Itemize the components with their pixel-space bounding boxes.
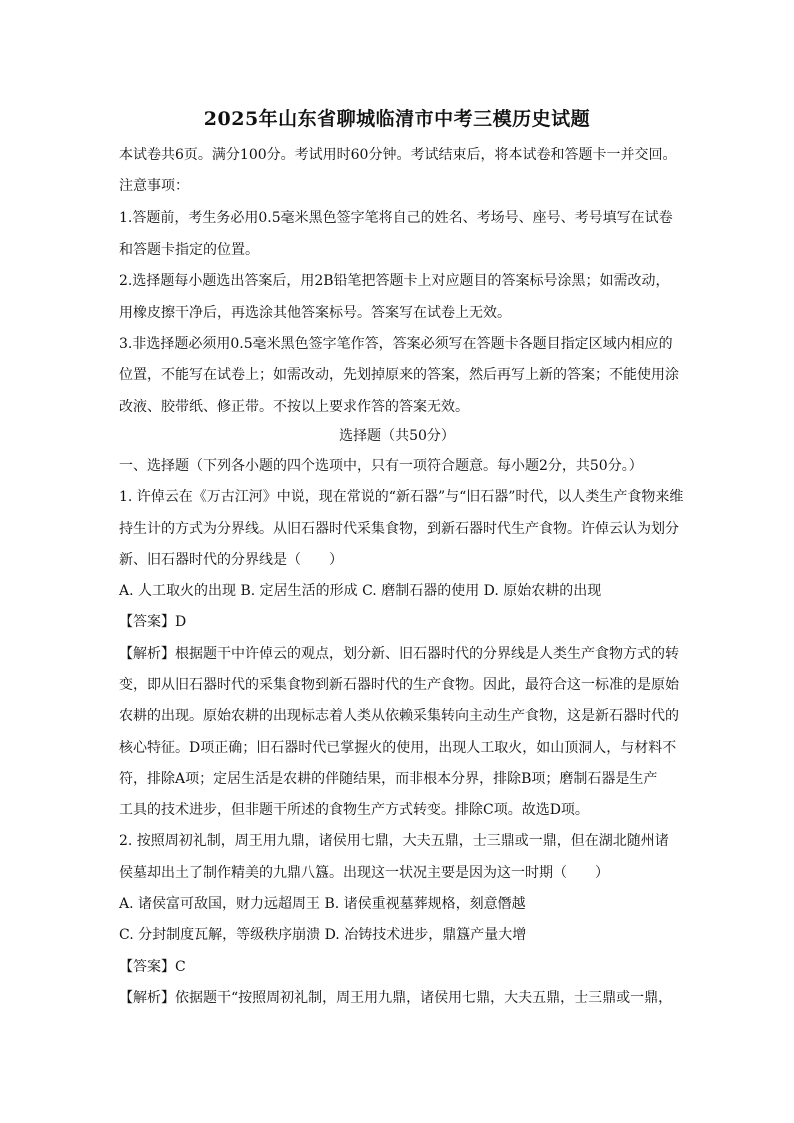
- question-1-answer: 【答案】D: [119, 614, 187, 630]
- notice-line: 和答题卡指定的位置。: [119, 242, 259, 258]
- page-title: 2025年山东省聊城临清市中考三模历史试题: [203, 108, 591, 130]
- question-1-options: A. 人工取火的出现 B. 定居生活的形成 C. 磨制石器的使用 D. 原始农耕的出现: [119, 583, 602, 599]
- question-2-answer: 【答案】C: [119, 959, 186, 975]
- notice-line: 用橡皮擦干净后，再选涂其他答案标号。答案写在试卷上无效。: [119, 305, 511, 321]
- question-1-stem: 1. 许倬云在《万古江河》中说，现在常说的“新石器”与“旧石器”时代，以人类生产食物来维: [119, 489, 684, 505]
- section-instructions: 一、选择题（下列各小题的四个选项中，只有一项符合题意。每小题2分，共50分。）: [119, 458, 643, 474]
- question-1-analysis: 核心特征。D项正确；旧石器时代已掌握火的使用，出现人工取火，如山顶洞人，与材料不: [119, 740, 677, 756]
- question-2-stem: 2. 按照周初礼制，周王用九鼎，诸侯用七鼎，大夫五鼎，士三鼎或一鼎，但在湖北随州诸: [119, 833, 669, 849]
- question-1-stem: 持生计的方式为分界线。从旧石器时代采集食物，到新石器时代生产食物。许倬云认为划分: [119, 521, 679, 537]
- notice-line: 位置，不能写在试卷上；如需改动，先划掉原来的答案，然后再写上新的答案；不能使用涂: [119, 367, 679, 383]
- question-1-analysis: 变，即从旧石器时代的采集食物到新石器时代的生产食物。因此，最符合这一标准的是原始: [119, 677, 679, 693]
- section-title: 选择题（共50分）: [339, 428, 455, 444]
- question-1-analysis: 符，排除A项；定居生活是农耕的伴随结果，而非根本分界，排除B项；磨制石器是生产: [119, 771, 658, 787]
- question-2-stem: 侯墓却出土了制作精美的九鼎八簋。出现这一状况主要是因为这一时期（ ）: [119, 865, 609, 881]
- notice-line: 2.选择题每小题选出答案后，用2B铅笔把答题卡上对应题目的答案标号涂黑；如需改动，: [119, 273, 670, 289]
- question-1-analysis: 工具的技术进步，但非题干所述的食物生产方式转变。排除C项。故选D项。: [119, 802, 589, 818]
- question-2-analysis: 【解析】依据题干“按照周初礼制，周王用九鼎，诸侯用七鼎，大夫五鼎，士三鼎或一鼎，: [119, 990, 673, 1006]
- exam-intro: 本试卷共6页。满分100分。考试用时60分钟。考试结束后，将本试卷和答题卡一并交回。: [119, 147, 677, 163]
- question-2-options: A. 诸侯富可敌国，财力远超周王 B. 诸侯重视墓葬规格，刻意僭越: [119, 896, 526, 912]
- notice-line: 3.非选择题必须用0.5毫米黑色签字笔作答，答案必须写在答题卡各题目指定区域内相应的: [119, 336, 673, 352]
- question-1-analysis: 【解析】根据题干中许倬云的观点，划分新、旧石器时代的分界线是人类生产食物方式的转: [119, 646, 679, 662]
- notice-line: 1.答题前，考生务必用0.5毫米黑色签字笔将自己的姓名、考场号、座号、考号填写在试卷: [119, 210, 673, 226]
- question-2-options: C. 分封制度瓦解，等级秩序崩溃 D. 冶铸技术进步，鼎簋产量大增: [119, 927, 527, 943]
- question-1-analysis: 农耕的出现。原始农耕的出现标志着人类从依赖采集转向主动生产食物，这是新石器时代的: [119, 708, 679, 724]
- question-1-stem: 新、旧石器时代的分界线是（ ）: [119, 552, 343, 568]
- notice-line: 改液、胶带纸、修正带。不按以上要求作答的答案无效。: [119, 399, 469, 415]
- notice-header: 注意事项：: [119, 178, 189, 194]
